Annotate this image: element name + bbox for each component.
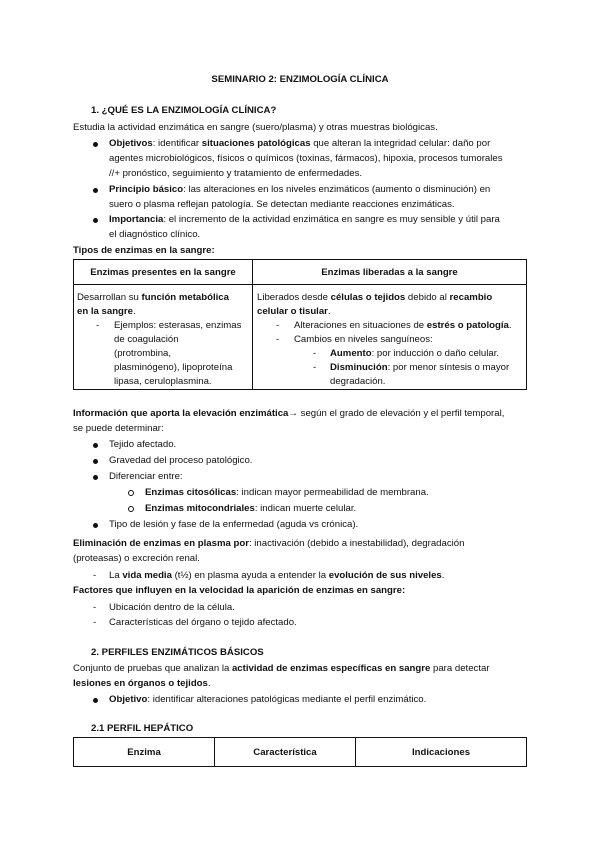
section-1-intro: Estudia la actividad enzimática en sangre (suero/plasma) y otras muestras biológicas. — [73, 122, 438, 133]
table-header-row — [74, 738, 527, 767]
s2-bold: actividad de enzimas específicas en sangre — [231, 663, 431, 674]
cell-line: lipasa, ceruloplasmina. — [114, 376, 212, 387]
table-header-cell: Indicaciones — [356, 738, 527, 767]
info-item: Tejido afectado. — [109, 439, 177, 450]
bullet-icon — [93, 142, 98, 147]
circle-bullet-icon — [128, 506, 134, 512]
subsection-heading: 2.1 PERFIL HEPÁTICO — [91, 723, 194, 734]
principio-line-2: suero o plasma reflejan patología. Se detectan mediante reacciones enzimáticas. — [109, 199, 455, 210]
elim-text: La — [109, 570, 123, 581]
elim-line-1 — [73, 536, 464, 551]
tipos-heading: Tipos de enzimas en la sangre: — [73, 245, 215, 256]
info-bold: Información que aporta la elevación enzimática — [73, 408, 289, 419]
cell-line — [77, 304, 136, 319]
cell-line: Ejemplos: esterasas, enzimas — [114, 320, 242, 331]
section-2-objetivo — [109, 692, 426, 707]
info-text: → según el grado de elevación y el perfil temporal, — [288, 408, 505, 419]
bullet-icon — [93, 475, 98, 480]
table-header-cell: Enzima — [74, 738, 215, 767]
importancia-line-1 — [109, 212, 500, 227]
enzyme-types-table — [73, 259, 527, 390]
bullet-icon — [93, 218, 98, 223]
bullet-icon — [93, 459, 98, 464]
cell-line — [257, 290, 492, 305]
factores-heading: Factores que influyen en la velocidad la aparición de enzimas en sangre: — [73, 585, 406, 596]
elim-line-3 — [109, 568, 444, 583]
section-1-heading: 1. ¿QUÉ ES LA ENZIMOLOGÍA CLÍNICA? — [91, 105, 277, 116]
elim-bold: Eliminación de enzimas en plasma por — [73, 538, 249, 549]
elim-line-2: (proteasas) o excreción renal. — [73, 553, 200, 564]
info-item: Diferenciar entre: — [109, 471, 183, 482]
table-cell-liberadas — [253, 285, 527, 390]
cell-text: . — [508, 320, 512, 331]
info-subitem — [145, 485, 429, 500]
cell-text: Desarrollan su — [77, 292, 142, 303]
cell-line: degradación. — [330, 376, 386, 387]
cell-text: : por inducción o daño celular. — [371, 348, 500, 359]
elim-bold: vida media — [122, 570, 172, 581]
s2-text: Conjunto de pruebas que analizan la — [73, 663, 232, 674]
cell-text: Liberados desde — [257, 292, 331, 303]
table-header-cell: Característica — [215, 738, 356, 767]
cell-text: . — [133, 306, 136, 317]
cell-line — [257, 304, 331, 319]
cell-text-bold: Disminución — [330, 362, 388, 373]
objetivos-text-a: : identificar — [152, 138, 202, 149]
table-row — [74, 285, 527, 390]
info-sub-label: Enzimas mitocondriales — [145, 503, 255, 514]
cell-line: de coagulación — [114, 334, 179, 345]
info-line-2: se puede determinar: — [73, 423, 164, 434]
elim-text: . — [441, 570, 445, 581]
cell-line — [330, 360, 509, 375]
bullet-icon — [93, 443, 98, 448]
objetivos-line-1 — [109, 136, 490, 151]
cell-line: plasminógeno), lipoproteína — [114, 362, 233, 373]
bullet-icon — [93, 188, 98, 193]
section-2-heading: 2. PERFILES ENZIMÁTICOS BÁSICOS — [91, 647, 264, 658]
objetivos-text-b: situaciones patológicas — [201, 138, 311, 149]
objetivos-text-c: que alteran la integridad celular: daño por — [310, 138, 491, 149]
info-item: Tipo de lesión y fase de la enfermedad (aguda vs crónica). — [109, 519, 359, 530]
cell-text-bold: estrés o patología — [426, 320, 509, 331]
objetivos-label: Objetivos — [109, 138, 153, 149]
elim-bold: evolución de sus niveles — [328, 570, 442, 581]
info-subitem — [145, 501, 356, 516]
elim-text: : inactivación (debido a inestabilidad), degradación — [248, 538, 465, 549]
s2-objetivo-label: Objetivo — [109, 694, 148, 705]
objetivos-line-2: agentes microbiológicos, físicos o químicos (toxinas, fármacos), hipoxia, procesos tumorales — [109, 153, 503, 164]
importancia-label: Importancia — [109, 214, 164, 225]
dash-marker: - — [276, 334, 280, 345]
info-sub-text: : indican mayor permeabilidad de membrana. — [236, 487, 429, 498]
dash-marker: - — [96, 320, 100, 331]
table-header-cell: Enzimas presentes en la sangre — [74, 260, 253, 285]
dash-marker: - — [313, 348, 317, 359]
s2-text: para detectar — [430, 663, 490, 674]
principio-text: : las alteraciones en los niveles enzimáticos (aumento o disminución) en — [183, 184, 491, 195]
bullet-icon — [93, 523, 98, 528]
info-item: Gravedad del proceso patológico. — [109, 455, 253, 466]
importancia-text: : el incremento de la actividad enzimática en sangre es muy sensible y útil para — [163, 214, 500, 225]
info-sub-label: Enzimas citosólicas — [145, 487, 237, 498]
section-2-line-1 — [73, 661, 490, 676]
dash-marker: - — [93, 570, 97, 581]
cell-text-bold: en la sangre — [77, 306, 133, 317]
s2-bold: lesiones en órganos o tejidos — [73, 678, 208, 689]
cell-text-bold: función metabólica — [141, 292, 229, 303]
table-header-row — [74, 260, 527, 285]
cell-text-bold: recambio — [449, 292, 493, 303]
cell-text: . — [327, 306, 331, 317]
cell-text-bold: Aumento — [330, 348, 372, 359]
circle-bullet-icon — [128, 490, 134, 496]
table-cell-presentes — [74, 285, 253, 390]
dash-marker: - — [276, 320, 280, 331]
objetivos-line-3: //+ pronóstico, seguimiento y tratamiento de enfermedades. — [109, 168, 363, 179]
cell-line — [330, 346, 499, 361]
s2-objetivo-text: : identificar alteraciones patológicas mediante el perfil enzimático. — [147, 694, 427, 705]
info-line-1 — [73, 406, 504, 421]
perfil-hepatico-table — [73, 737, 527, 767]
cell-line — [294, 318, 512, 333]
cell-line: (protrombina, — [114, 348, 172, 359]
page-title: SEMINARIO 2: ENZIMOLOGÍA CLÍNICA — [211, 74, 389, 85]
elim-text: (t½) en plasma ayuda a entender la — [171, 570, 329, 581]
factor-item: Ubicación dentro de la célula. — [109, 602, 235, 613]
table-header-cell: Enzimas liberadas a la sangre — [253, 260, 527, 285]
cell-text-bold: células o tejidos — [330, 292, 406, 303]
dash-marker: - — [93, 602, 97, 613]
factor-item: Características del órgano o tejido afectado. — [109, 617, 297, 628]
principio-line-1 — [109, 182, 490, 197]
dash-marker: - — [93, 617, 97, 628]
cell-text-bold: celular o tisular — [257, 306, 328, 317]
info-sub-text: : indican muerte celular. — [254, 503, 357, 514]
cell-text: Alteraciones en situaciones de — [294, 320, 427, 331]
s2-text: . — [207, 678, 211, 689]
importancia-line-2: el diagnóstico clínico. — [109, 229, 201, 240]
cell-line — [77, 290, 229, 305]
section-2-line-2 — [73, 676, 211, 691]
principio-label: Principio básico — [109, 184, 184, 195]
dash-marker: - — [313, 362, 317, 373]
cell-text: debido al — [405, 292, 450, 303]
cell-text: : por menor síntesis o mayor — [387, 362, 510, 373]
bullet-icon — [93, 698, 98, 703]
cell-line: Cambios en niveles sanguíneos: — [294, 334, 433, 345]
